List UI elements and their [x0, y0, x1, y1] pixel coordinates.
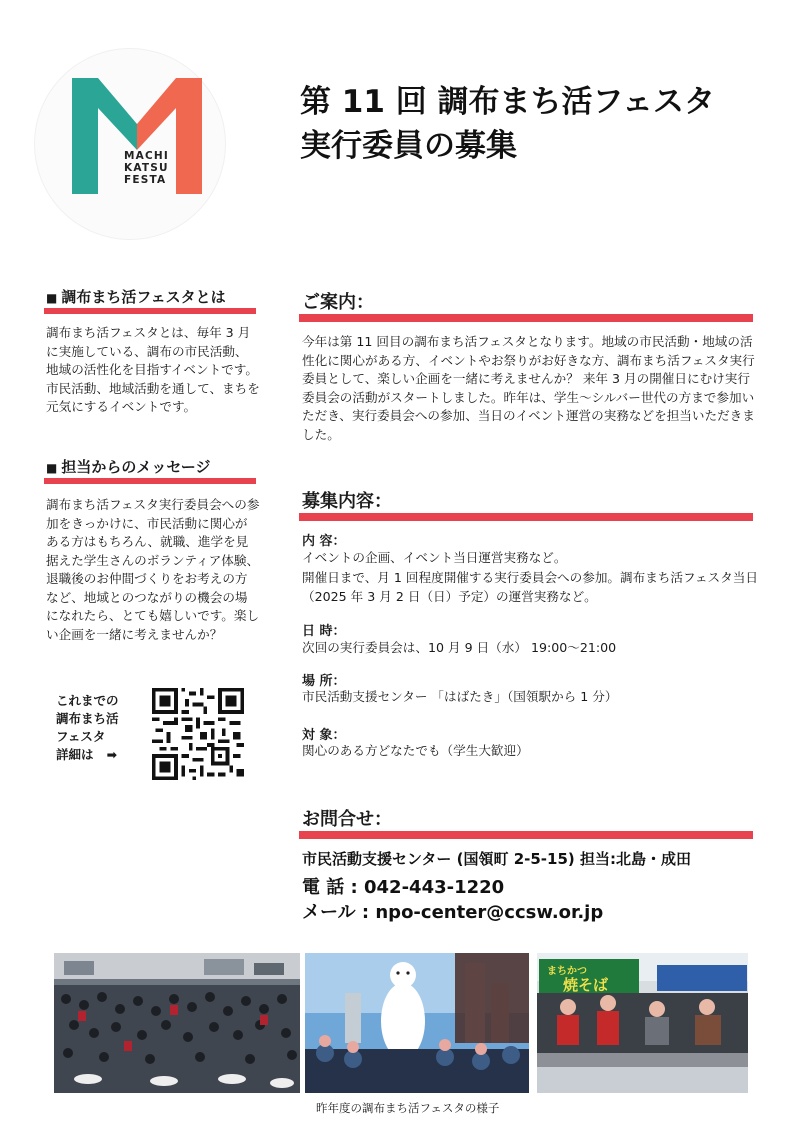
logo-line: MACHI — [124, 150, 169, 162]
guide-heading: ご案内： — [302, 292, 374, 313]
stall-sign-1: まちかつ — [547, 966, 587, 977]
stall-sign-2: 焼そば — [563, 976, 609, 994]
contact-heading: お問合せ： — [302, 809, 392, 830]
contact-heading-bar — [299, 831, 753, 839]
arrow-right-icon: ➡ — [106, 747, 118, 762]
logo-line: KATSU — [124, 162, 169, 174]
content-label: 内 容： — [302, 534, 346, 549]
square-bullet-icon: ■ — [46, 291, 58, 305]
about-heading: ■ 調布まち活フェスタとは — [46, 288, 226, 306]
page-title — [300, 80, 715, 168]
qr-code[interactable] — [152, 688, 244, 780]
target-label: 対 象： — [302, 728, 346, 743]
logo-line: FESTA — [124, 174, 167, 186]
content-line-2: 開催日まで、月 1 回程度開催する実行委員会への参加。調布まち活フェスタ当日（2025 年 3 月 2 日（日）予定）の運営実務など。 — [302, 570, 758, 604]
content-line-1: イベントの企画、イベント当日運営実務など。 — [302, 550, 567, 565]
recruit-heading: 募集内容： — [302, 491, 392, 512]
about-heading-bar — [44, 308, 256, 314]
guide-heading-bar — [299, 314, 753, 322]
photo-crowd — [54, 953, 300, 1093]
contact-phone: 電 話 : 042-443-1220 — [302, 877, 505, 898]
guide-body: 今年は第 11 回目の調布まち活フェスタとなります。地域の市民活動・地域の活性化に関心がある方、イベントやお祭りがお好きな方、調布まち活フェスタ実行委員として、楽しい企画を一緒に考えませんか？ 来年 3 月の開催日にむけ実行委員会の活動がスタートしました。昨年は、学生～シルバー世代の方まで参加いただき、実行委員会への参加、当日のイベント運営の実務などを担当いただきました。 — [302, 334, 755, 442]
photo-caption: 昨年度の調布まち活フェスタの様子 — [316, 1101, 500, 1115]
date-value: 次回の実行委員会は、10 月 9 日（水） 19:00～21:00 — [302, 640, 617, 655]
contact-email[interactable]: メール : npo-center@ccsw.or.jp — [302, 902, 604, 923]
photo-mascot — [305, 953, 529, 1093]
photo-food-stall — [537, 953, 748, 1093]
title-line-1: 第 11 回 調布まち活フェスタ — [300, 84, 715, 120]
message-body: 調布まち活フェスタ実行委員会への参加をきっかけに、市民活動に関心がある方はもちろん、就職、進学を見据えた学生さんのボランティア体験、退職後のお仲間づくりをお考えの方など、地域とのつながりの機会の場になれたら、とても嬉しいです。楽しい企画を一緒に考えませんか？ — [46, 497, 260, 642]
logo-text — [124, 150, 169, 186]
target-value: 関心のある方どなたでも（学生大歓迎） — [302, 743, 529, 758]
qr-label: これまでの 調布まち活 フェスタ 詳細は ➡ — [56, 693, 119, 762]
place-label: 場 所： — [302, 674, 346, 689]
place-value: 市民活動支援センター 「はばたき」（国領駅から 1 分） — [302, 689, 618, 704]
contact-address: 市民活動支援センター (国領町 2-5-15) 担当:北島・成田 — [302, 850, 691, 868]
message-heading-bar — [44, 478, 256, 484]
title-line-2: 実行委員の募集 — [300, 128, 517, 164]
about-body: 調布まち活フェスタとは、毎年 3 月に実施している、調布の市民活動、地域の活性化を目指すイベントです。市民活動、地域活動を通して、まちを元気にするイベントです。 — [46, 325, 260, 414]
date-label: 日 時： — [302, 624, 346, 639]
recruit-heading-bar — [299, 513, 753, 521]
message-heading: ■ 担当からのメッセージ — [46, 458, 211, 476]
square-bullet-icon: ■ — [46, 461, 58, 475]
